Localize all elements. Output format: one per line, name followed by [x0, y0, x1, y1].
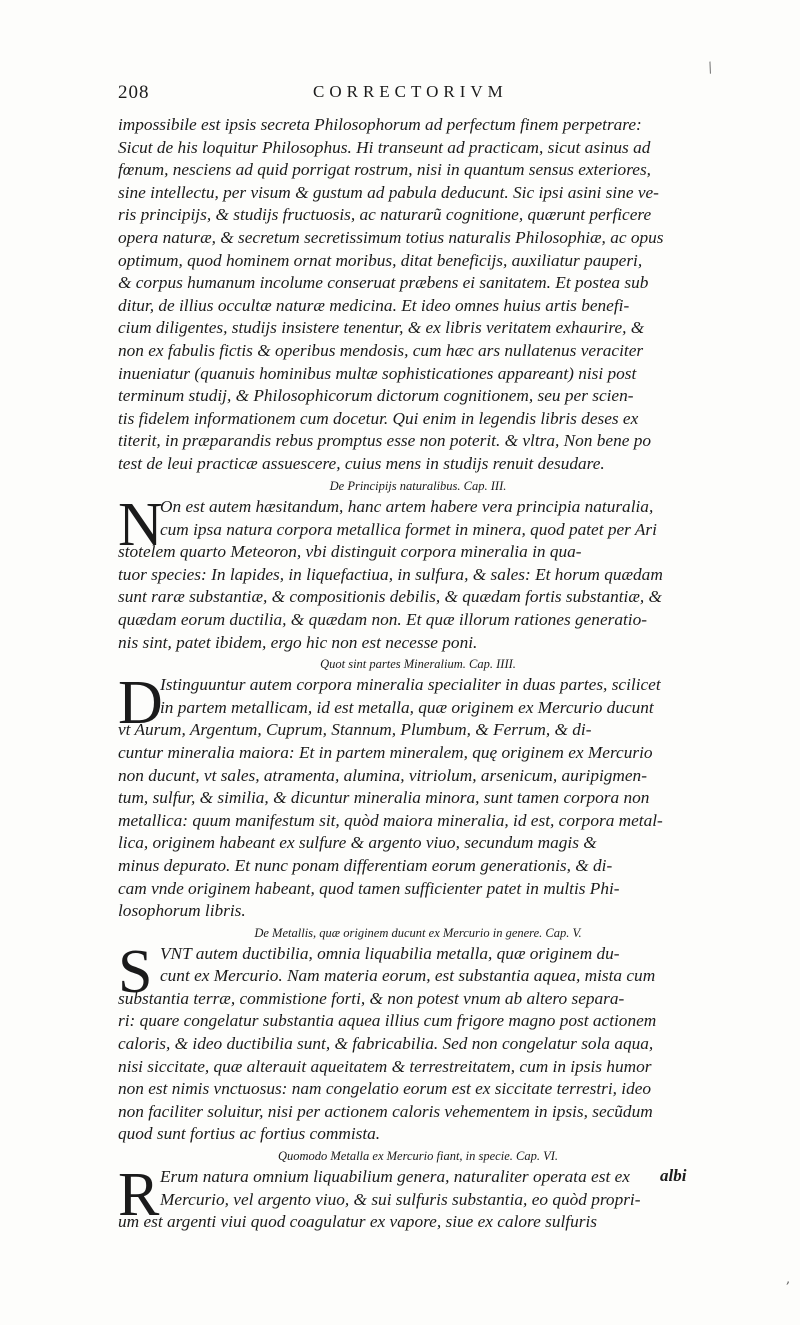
drop-cap: N	[118, 491, 163, 559]
text-line: cium diligentes, studijs insistere tenentur, & ex libris veritatem exhaurire, &	[118, 318, 645, 338]
text-line: quædam eorum ductilia, & quædam non. Et quæ illorum rationes generatio-	[118, 609, 647, 629]
text-line: stotelem quarto Meteoron, vbi distinguit corpora mineralia in qua-	[118, 542, 582, 562]
text-line: titerit, in præparandis rebus promptus esse non poterit. & vltra, Non bene po	[118, 431, 651, 451]
text-line: lica, originem habeant ex sulfure & argento viuo, secundum magis &	[118, 833, 597, 853]
text-line: opera naturæ, & secretum secretissimum totius naturalis Philosophiæ, ac opus	[118, 227, 664, 247]
text-line: sine intellectu, per visum & gustum ad pabula deducunt. Sic ipsi asini sine ve-	[118, 182, 659, 202]
chapters-container	[118, 476, 718, 1234]
text-line: cam vnde originem habeant, quod tamen sufficienter patet in multis Phi-	[118, 878, 620, 898]
text-line: minus depurato. Et nunc ponam differentiam eorum generationis, & di-	[118, 855, 613, 875]
text-line: Sicut de his loquitur Philosophus. Hi transeunt ad practicam, sicut asinus ad	[118, 137, 651, 157]
text-line: non faciliter soluitur, nisi per actionem caloris vehementem in ipsis, secũdum	[118, 1101, 653, 1121]
chapter-body	[118, 669, 718, 923]
chapter-heading: De Metallis, quæ originem ducunt ex Mercurio in genere. Cap. V.	[254, 925, 582, 940]
text-line: substantia terræ, commistione forti, & non potest vnum ab altero separa-	[118, 988, 625, 1008]
text-line: Istinguuntur autem corpora mineralia specialiter in duas partes, scilicet	[160, 675, 661, 695]
text-line: inueniatur (quanuis hominibus multæ sophisticationes appareant) nisi post	[118, 363, 637, 383]
catchword: albi	[660, 1166, 687, 1185]
text-line: cum ipsa natura corpora metallica formet in minera, quod patet per Ari	[160, 519, 657, 539]
text-line: ris principijs, & studijs fructuosis, ac naturarũ cognitione, quærunt perficere	[118, 205, 652, 225]
drop-cap: S	[118, 937, 153, 1006]
text-line: optimum, quod hominem ornat moribus, ditat beneficijs, auxiliatur pauperi,	[118, 250, 643, 270]
text-line: non ex fabulis fictis & operibus mendosis, cum hæc ars nullatenus veraciter	[118, 340, 644, 360]
drop-cap: R	[118, 1161, 160, 1230]
intro-paragraph	[118, 114, 718, 476]
text-line: tum, sulfur, & similia, & dicuntur mineralia minora, sunt tamen corpora non	[118, 788, 650, 808]
chapter-body	[118, 491, 718, 654]
text-line: ditur, de illius occultæ naturæ medicina. Et ideo omnes huius artis benefi-	[118, 295, 630, 315]
text-line: nisi siccitate, quæ alterauit aqueitatem & terrestreitatem, cum in ipsis humor	[118, 1056, 652, 1076]
text-line: metallica: quum manifestum sit, quòd maiora mineralia, id est, corpora metal-	[118, 810, 663, 830]
text-line: quod sunt fortius ac fortius commista.	[118, 1124, 381, 1144]
chapter-body	[118, 1161, 718, 1234]
text-line: fœnum, nesciens ad quid porrigat rostrum, nisi in quantum sensus exteriores,	[118, 160, 651, 180]
drop-cap: D	[118, 669, 163, 738]
text-line: Erum natura omnium liquabilium genera, naturaliter operata est ex	[160, 1167, 630, 1187]
text-line: caloris, & ideo ductibilia sunt, & fabricabilia. Sed non congelatur sola aqua,	[118, 1034, 654, 1054]
page-header	[118, 82, 718, 110]
text-line: cunt ex Mercurio. Nam materia eorum, est substantia aquea, mista cum	[160, 966, 656, 986]
page-number: 208	[118, 82, 150, 103]
text-line: non ducunt, vt sales, atramenta, alumina, vitriolum, arsenicum, auripigmen-	[118, 765, 647, 785]
text-line: VNT autem ductibilia, omnia liquabilia metalla, quæ originem du-	[160, 943, 620, 963]
text-line: impossibile est ipsis secreta Philosophorum ad perfectum finem perpetrare:	[118, 115, 642, 134]
chapter-body	[118, 937, 718, 1146]
running-title: CORRECTORIVM	[313, 82, 508, 101]
chapter-heading: Quot sint partes Mineralium. Cap. IIII.	[320, 657, 516, 672]
text-line: Mercurio, vel argento viuo, & sui sulfuris substantia, eo quòd propri-	[160, 1189, 641, 1209]
chapter-heading: Quomodo Metalla ex Mercurio fiant, in specie. Cap. VI.	[277, 1149, 559, 1164]
text-line: tuor species: In lapides, in liquefactiua, in sulfura, & sales: Et horum quædam	[118, 564, 663, 584]
text-line: nis sint, patet ibidem, ergo hic non est necesse poni.	[118, 632, 478, 652]
text-line: On est autem hæsitandum, hanc artem habere vera principia naturalia,	[160, 497, 654, 516]
margin-mark: ,	[786, 1272, 791, 1287]
text-line: test de leui practicæ assuescere, cuius mens in studijs renuit desudare.	[118, 453, 605, 473]
text-line: & corpus humanum incolume conseruat præbens ei sanitatem. Et postea sub	[118, 273, 649, 293]
chapter-heading: De Principijs naturalibus. Cap. III.	[329, 479, 507, 493]
text-line: cuntur mineralia maiora: Et in partem mineralem, quę originem ex Mercurio	[118, 742, 653, 762]
text-line: um est argenti viui quod coagulatur ex vapore, siue ex calore sulfuris	[118, 1212, 597, 1232]
text-line: terminum studij, & Philosophicorum dictorum cognitionem, seu per scien-	[118, 386, 634, 406]
text-line: ri: quare congelatur substantia aquea illius cum frigore magno post actionem	[118, 1011, 657, 1031]
text-line: tis fidelem informationem cum docetur. Qui enim in legendis libris deses ex	[118, 408, 639, 428]
margin-mark: /	[705, 59, 716, 77]
text-line: non est nimis vnctuosus: nam congelatio eorum est ex siccitate terrestri, ideo	[118, 1079, 652, 1099]
text-line: in partem metallicam, id est metalla, quæ originem ex Mercurio ducunt	[160, 697, 654, 717]
text-line: sunt raræ substantiæ, & compositionis debilis, & quædam fortis substantiæ, &	[118, 587, 662, 607]
text-line: losophorum libris.	[118, 901, 246, 921]
text-line: vt Aurum, Argentum, Cuprum, Stannum, Plumbum, & Ferrum, & di-	[118, 720, 592, 740]
